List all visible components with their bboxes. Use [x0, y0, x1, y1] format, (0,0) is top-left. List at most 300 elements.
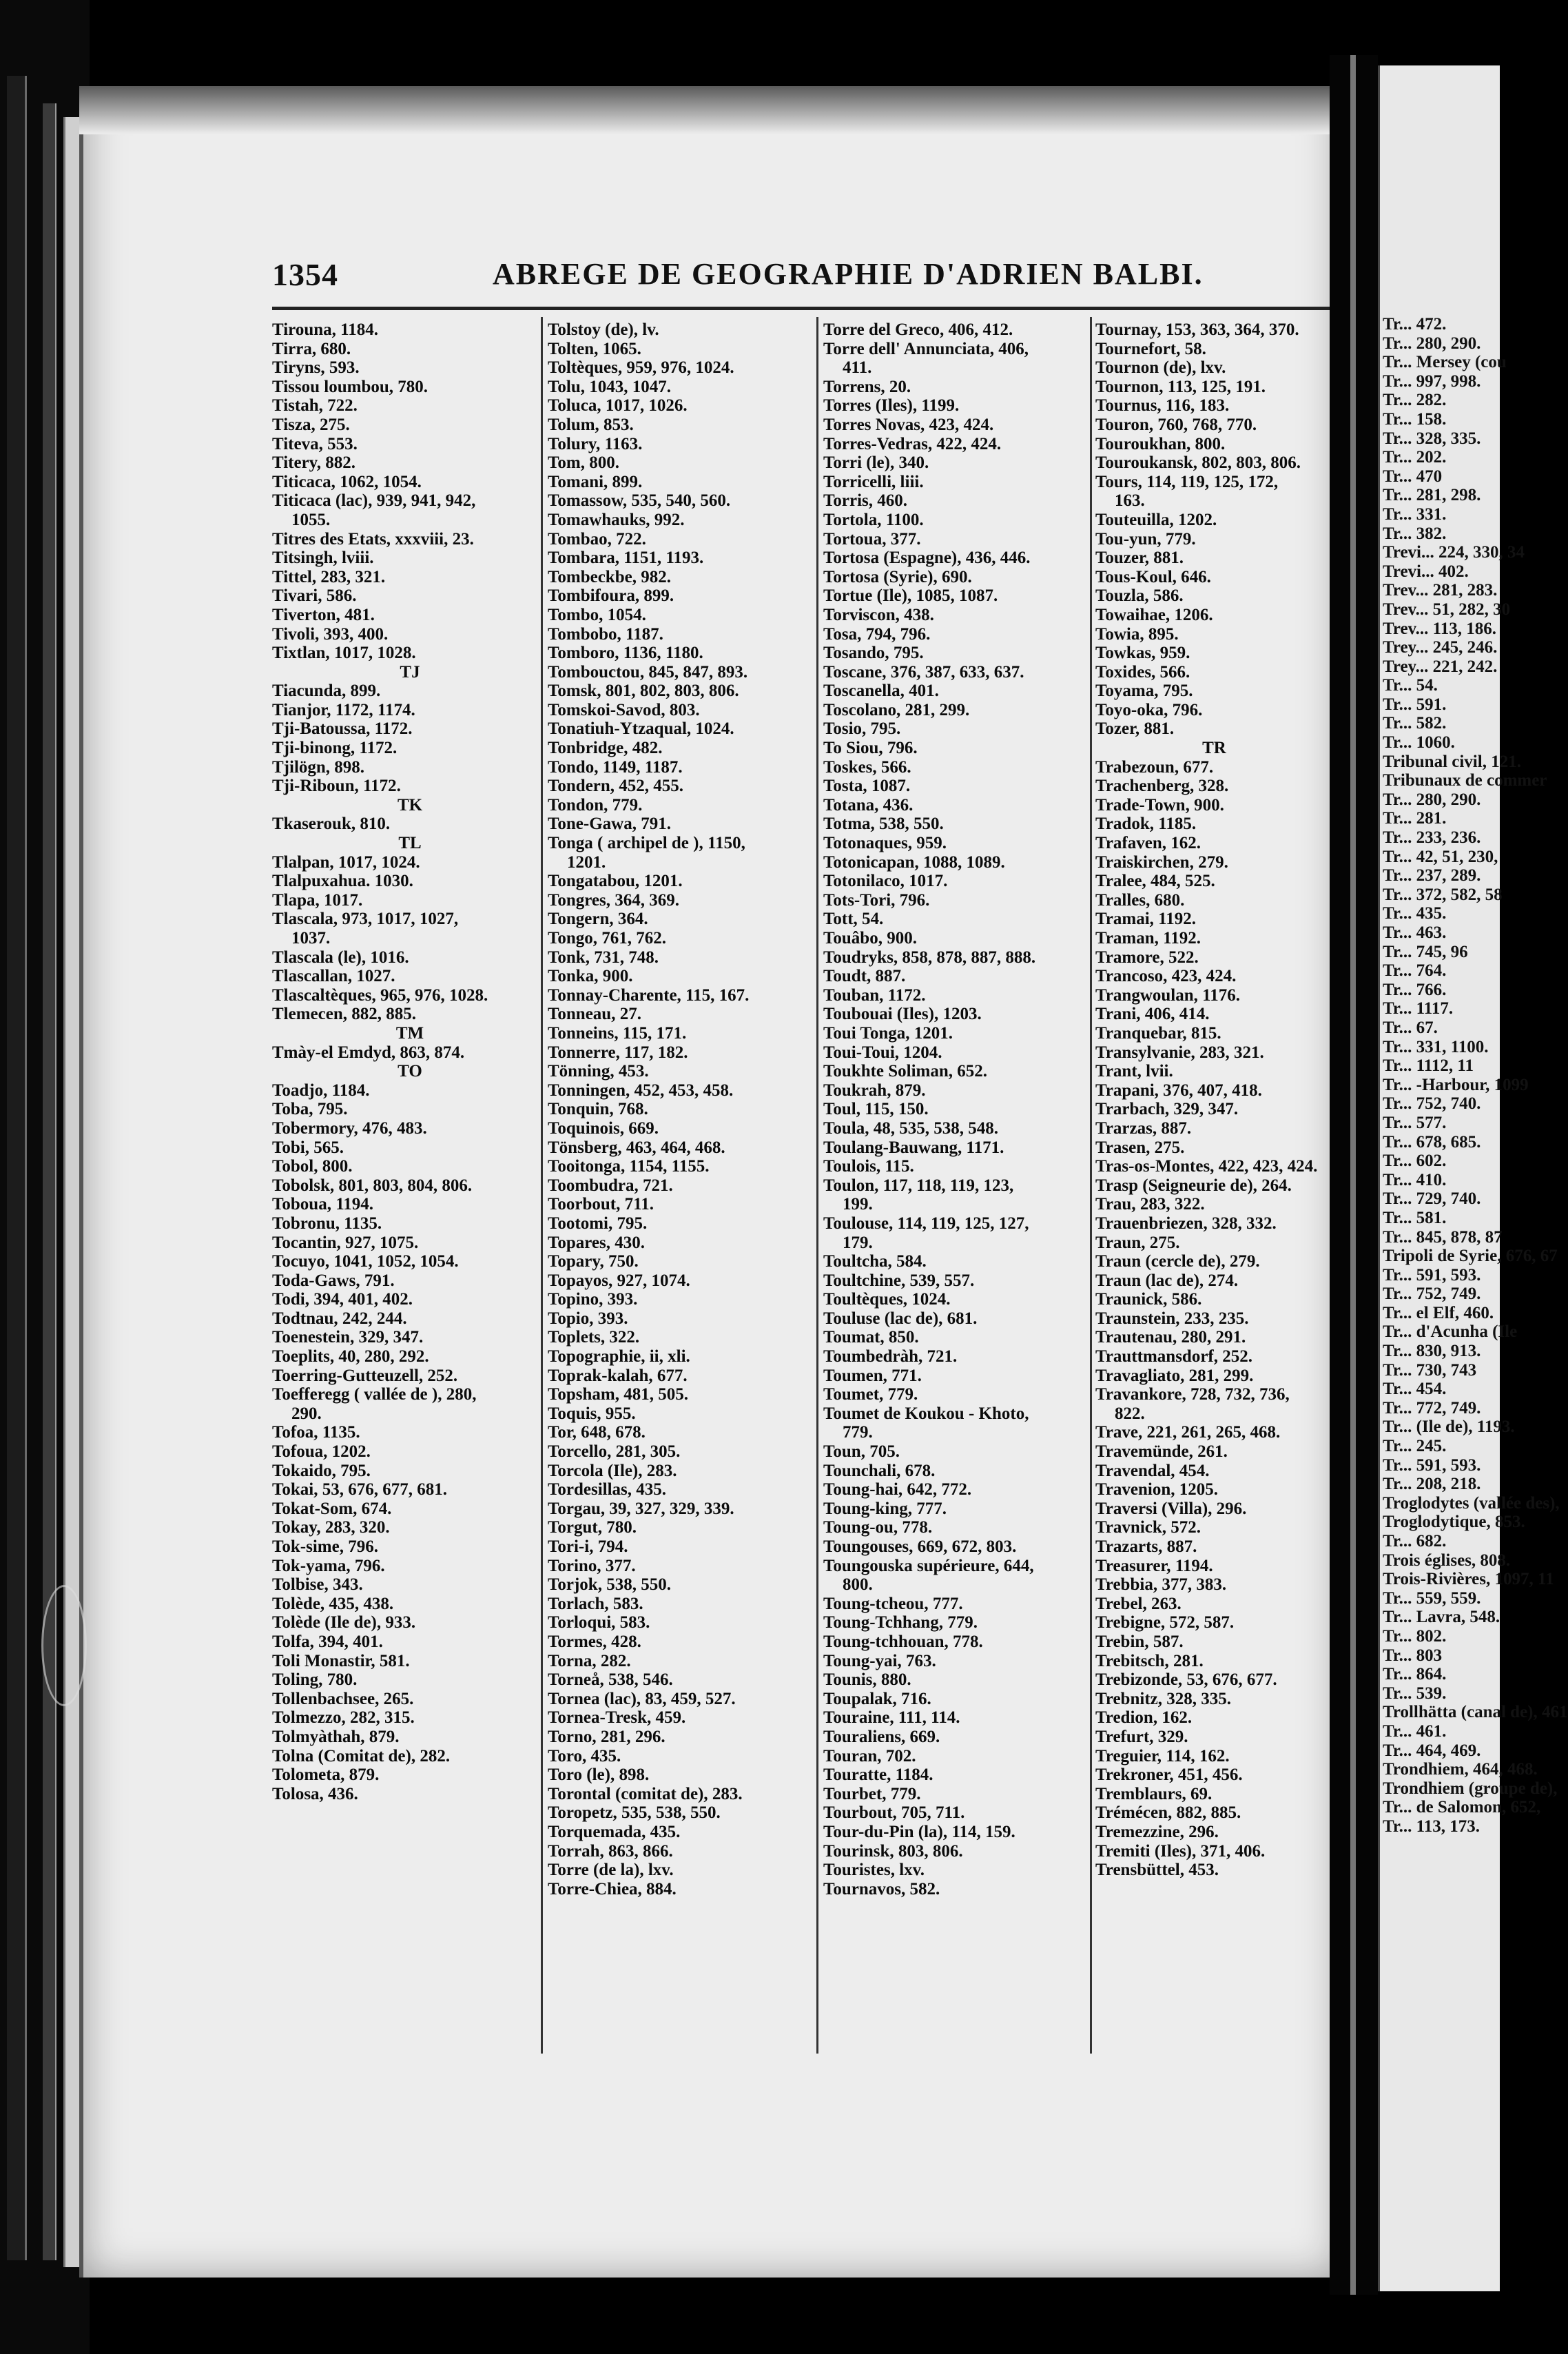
index-entry: Torcola (Ile), 283.: [548, 1461, 677, 1480]
index-entry: Titicaca, 1062, 1054.: [272, 472, 422, 491]
index-entry: Toupalak, 716.: [823, 1689, 931, 1708]
index-entry: Toda-Gaws, 791.: [272, 1271, 395, 1290]
index-entry: Torrens, 20.: [823, 377, 911, 396]
index-entry: Tlascala (le), 1016.: [272, 948, 409, 967]
index-entry: Toung-ou, 778.: [823, 1518, 933, 1537]
paper-smudge: [41, 1585, 87, 1706]
index-entry: Topino, 393.: [548, 1290, 638, 1309]
gutter-fold-line: [1350, 55, 1356, 2295]
index-entry: Traun (cercle de), 279.: [1095, 1252, 1260, 1271]
index-entry: 179.: [843, 1233, 873, 1252]
index-entry: Trapani, 376, 407, 418.: [1095, 1081, 1262, 1100]
index-entry: Tixtlan, 1017, 1028.: [272, 644, 416, 663]
index-entry: Tomboro, 1136, 1180.: [548, 644, 703, 663]
index-entry: Tofoa, 1135.: [272, 1423, 360, 1442]
book-binding-edge: [0, 0, 90, 2354]
index-entry: Treasurer, 1194.: [1095, 1556, 1213, 1575]
index-entry: Titicaca (lac), 939, 941, 942,: [272, 491, 476, 511]
index-entry: Tomskoi-Savod, 803.: [548, 700, 700, 719]
adjacent-page-line: Trey... 221, 242.: [1383, 657, 1498, 676]
index-entry: Topsham, 481, 505.: [548, 1385, 688, 1404]
adjacent-page-line: Tr... Lavra, 548.: [1383, 1608, 1500, 1627]
adjacent-page-line: Tr... 282.: [1383, 391, 1447, 410]
index-entry: Toudryks, 858, 878, 887, 888.: [823, 948, 1036, 967]
index-entry: Tombo, 1054.: [548, 605, 646, 624]
index-entry: Totonilaco, 1017.: [823, 872, 948, 891]
index-entry: Torricelli, liii.: [823, 472, 924, 491]
index-entry: Tokay, 283, 320.: [272, 1518, 390, 1537]
adjacent-page-line: Tr... 67.: [1383, 1018, 1438, 1037]
index-entry: Touteuilla, 1202.: [1095, 510, 1217, 529]
index-entry: Tosta, 1087.: [823, 777, 911, 796]
index-entry: Tiverton, 481.: [272, 605, 375, 624]
index-entry: Trauenbriezen, 328, 332.: [1095, 1214, 1277, 1233]
index-entry: Toui-Toui, 1204.: [823, 1043, 942, 1062]
index-entry: Tomassow, 535, 540, 560.: [548, 491, 731, 511]
adjacent-page-line: Tr... 1117.: [1383, 999, 1454, 1019]
index-entry: Tournay, 153, 363, 364, 370.: [1095, 320, 1299, 339]
index-entry: Trarbach, 329, 347.: [1095, 1100, 1239, 1119]
index-entry: Touluse (lac de), 681.: [823, 1309, 978, 1328]
index-entry: Tott, 54.: [823, 910, 884, 929]
index-entry: Tondon, 779.: [548, 795, 643, 815]
index-entry: Torre (de la), lxv.: [548, 1861, 674, 1880]
index-entry: Tortue (Ile), 1085, 1087.: [823, 586, 998, 606]
index-entry: Tombifoura, 899.: [548, 586, 674, 606]
index-entry: Touzer, 881.: [1095, 549, 1184, 568]
index-entry: Trazarts, 887.: [1095, 1537, 1197, 1556]
index-entry: Tozer, 881.: [1095, 719, 1175, 739]
index-entry: Toubouai (Iles), 1203.: [823, 1005, 982, 1024]
index-entry: Toerring-Gutteuzell, 252.: [272, 1366, 458, 1385]
adjacent-page-line: Tr... 435.: [1383, 904, 1447, 923]
adjacent-page-line: Tr... (Ile de), 1193.: [1383, 1417, 1515, 1437]
index-entry: Toplets, 322.: [548, 1328, 640, 1347]
index-entry: Tramai, 1192.: [1095, 910, 1197, 929]
adjacent-page-line: Tr... 539.: [1383, 1683, 1447, 1703]
page-header: [272, 256, 1330, 298]
section-letter-heading: TK: [397, 795, 423, 815]
index-entry: Totana, 436.: [823, 795, 914, 815]
adjacent-page-line: Tr... 454.: [1383, 1380, 1447, 1399]
index-entry: Torre dell' Annunciata, 406,: [823, 339, 1029, 358]
index-entry: Tlemecen, 882, 885.: [272, 1005, 416, 1024]
index-entry: Toun, 705.: [823, 1442, 900, 1462]
index-entry: Tönsberg, 463, 464, 468.: [548, 1138, 725, 1157]
index-entry: Torris, 460.: [823, 491, 907, 511]
index-entry: Tiryns, 593.: [272, 358, 360, 378]
index-entry: Trant, lvii.: [1095, 1062, 1173, 1081]
index-entry: Torgau, 39, 327, 329, 339.: [548, 1499, 734, 1518]
index-entry: Tonatiuh-Ytzaqual, 1024.: [548, 719, 734, 739]
index-entry: Toultèques, 1024.: [823, 1290, 951, 1309]
index-entry: Tonneau, 27.: [548, 1005, 641, 1024]
index-entry: Tondern, 452, 455.: [548, 777, 684, 796]
index-entry: Traun (lac de), 274.: [1095, 1271, 1239, 1290]
index-entry: 1037.: [291, 929, 331, 948]
adjacent-page-line: Tripoli de Syrie, 676, 67: [1383, 1247, 1558, 1266]
index-entry: Trebitsch, 281.: [1095, 1651, 1204, 1670]
adjacent-page-line: Tr... 280, 290.: [1383, 790, 1481, 809]
adjacent-page-line: Tr... 463.: [1383, 923, 1447, 942]
page-top-shadow: [79, 86, 1337, 134]
index-entry: Tolmyàthah, 879.: [272, 1727, 400, 1746]
index-entry: Traiskirchen, 279.: [1095, 852, 1228, 872]
index-entry: Toumat, 850.: [823, 1328, 919, 1347]
index-entry: Trebel, 263.: [1095, 1594, 1182, 1613]
binding-edge-strip: [43, 103, 56, 2260]
adjacent-page-line: Tr... 678, 685.: [1383, 1132, 1481, 1152]
section-letter-heading: TO: [398, 1062, 422, 1081]
index-entry: Tivari, 586.: [272, 586, 357, 606]
section-letter-heading: TM: [395, 1023, 424, 1043]
index-entry: Toulois, 115.: [823, 1157, 914, 1176]
index-entry: Trave, 221, 261, 265, 468.: [1095, 1423, 1281, 1442]
adjacent-page-line: Trey... 245, 246.: [1383, 638, 1498, 657]
index-entry: Trefurt, 329.: [1095, 1727, 1188, 1746]
adjacent-page-line: Tr... 752, 740.: [1383, 1094, 1481, 1114]
index-entry: Tissou loumbou, 780.: [272, 377, 429, 396]
index-entry: Toropetz, 535, 538, 550.: [548, 1803, 721, 1823]
adjacent-page-line: Tr... 730, 743: [1383, 1360, 1477, 1380]
running-title: ABREGE DE GEOGRAPHIE D'ADRIEN BALBI.: [493, 257, 1204, 291]
index-entry: Tokai, 53, 676, 677, 681.: [272, 1480, 447, 1500]
index-entry: Toumet de Koukou - Khoto,: [823, 1404, 1029, 1423]
index-entry: Tor, 648, 678.: [548, 1423, 646, 1442]
index-entry: Torrah, 863, 866.: [548, 1841, 673, 1861]
index-entry: Travnick, 572.: [1095, 1518, 1201, 1537]
adjacent-page-line: Tr... 331.: [1383, 504, 1447, 524]
adjacent-page-line: Tr... 245.: [1383, 1437, 1447, 1456]
index-entry: Tirra, 680.: [272, 339, 351, 358]
index-entry: Torri (le), 340.: [823, 453, 929, 473]
index-entry: Torres-Vedras, 422, 424.: [823, 434, 1002, 453]
index-entry: Trekroner, 451, 456.: [1095, 1766, 1243, 1785]
index-entry: Traunick, 586.: [1095, 1290, 1202, 1309]
index-entry: Tistah, 722.: [272, 396, 358, 416]
index-entry: Trebnitz, 328, 335.: [1095, 1689, 1231, 1708]
index-entry: Toro (le), 898.: [548, 1766, 650, 1785]
index-entry: Touraine, 111, 114.: [823, 1708, 960, 1728]
index-entry: Toumen, 771.: [823, 1366, 922, 1385]
index-entry: Tootomi, 795.: [548, 1214, 648, 1233]
index-entry: Toprak-kalah, 677.: [548, 1366, 688, 1385]
adjacent-page-line: Tr... 581.: [1383, 1208, 1447, 1227]
index-entry: Tolmezzo, 282, 315.: [272, 1708, 415, 1728]
index-entry: Tlalpuxahua. 1030.: [272, 872, 413, 891]
index-entry: Tournon (de), lxv.: [1095, 358, 1226, 378]
index-entry: Torcello, 281, 305.: [548, 1442, 681, 1462]
adjacent-page-line: Trevi... 402.: [1383, 562, 1469, 581]
index-entry: Tous-Koul, 646.: [1095, 567, 1211, 586]
index-entry: Tremiti (Iles), 371, 406.: [1095, 1841, 1266, 1861]
index-entry: Tolède (Ile de), 933.: [272, 1613, 416, 1633]
index-entry: Tolbise, 343.: [272, 1575, 363, 1595]
index-entry: Traunstein, 233, 235.: [1095, 1309, 1249, 1328]
index-entry: Titery, 882.: [272, 453, 356, 473]
index-entry: Toskes, 566.: [823, 757, 911, 777]
index-entry: Tolna (Comitat de), 282.: [272, 1746, 451, 1766]
index-entry: Trebbia, 377, 383.: [1095, 1575, 1227, 1595]
index-entry: Tredion, 162.: [1095, 1708, 1193, 1728]
index-entry: Tombobo, 1187.: [548, 624, 663, 644]
index-entry: Toung-hai, 642, 772.: [823, 1480, 972, 1500]
index-entry: Tour-du-Pin (la), 114, 159.: [823, 1822, 1015, 1841]
adjacent-page-line: Tr... 472.: [1383, 315, 1447, 334]
index-entry: Topary, 750.: [548, 1252, 639, 1271]
index-entry: Toui Tonga, 1201.: [823, 1023, 953, 1043]
index-entry: Trasen, 275.: [1095, 1138, 1185, 1157]
adjacent-page-lines: [1380, 315, 1568, 1836]
index-column-2: [548, 320, 823, 1898]
index-entry: Tongres, 364, 369.: [548, 890, 680, 910]
adjacent-page-line: Tr... 591, 593.: [1383, 1455, 1481, 1475]
adjacent-page-line: Tr... 845, 878, 87: [1383, 1227, 1503, 1247]
index-entry: Tocantin, 927, 1075.: [272, 1233, 419, 1252]
index-entry: Tonga ( archipel de ), 1150,: [548, 834, 745, 853]
adjacent-page-line: Trevi... 224, 330, 34: [1383, 543, 1525, 562]
index-entry: Tradok, 1185.: [1095, 815, 1197, 834]
index-entry: Tonquin, 768.: [548, 1100, 648, 1119]
adjacent-page-line: Troglodytes (vallée des),: [1383, 1493, 1560, 1513]
index-entry: Tianjor, 1172, 1174.: [272, 700, 415, 719]
binding-edge-strip: [7, 76, 27, 2260]
index-entry: Tonnerre, 117, 182.: [548, 1043, 688, 1062]
index-entry: To Siou, 796.: [823, 739, 918, 758]
index-entry: Topio, 393.: [548, 1309, 628, 1328]
index-entry: Toukrah, 879.: [823, 1081, 926, 1100]
index-entry: Tosa, 794, 796.: [823, 624, 931, 644]
index-entry: Tok-yama, 796.: [272, 1556, 385, 1575]
index-entry: Towaihae, 1206.: [1095, 605, 1213, 624]
index-entry: Towia, 895.: [1095, 624, 1179, 644]
adjacent-page-line: Tr... 54.: [1383, 676, 1438, 695]
adjacent-page-line: Tr... 864.: [1383, 1665, 1447, 1684]
index-entry: Tourbet, 779.: [823, 1784, 921, 1803]
index-entry: Tji-Riboun, 1172.: [272, 777, 401, 796]
index-entry: Toung-yai, 763.: [823, 1651, 936, 1670]
index-entry: Tjilögn, 898.: [272, 757, 365, 777]
index-entry: Torquemada, 435.: [548, 1822, 681, 1841]
adjacent-page-line: Tr... 729, 740.: [1383, 1189, 1481, 1209]
index-entry: Travagliato, 281, 299.: [1095, 1366, 1254, 1385]
index-entry: Torna, 282.: [548, 1651, 631, 1670]
index-entry: Torneå, 538, 546.: [548, 1670, 673, 1690]
index-entry: Toung-tcheou, 777.: [823, 1594, 963, 1613]
index-entry: Tongern, 364.: [548, 910, 648, 929]
index-entry: Touzla, 586.: [1095, 586, 1184, 606]
index-entry: 822.: [1115, 1404, 1145, 1423]
index-entry: Toultchine, 539, 557.: [823, 1271, 975, 1290]
index-entry: 290.: [291, 1404, 322, 1423]
adjacent-page-line: Tr... 113, 173.: [1383, 1816, 1480, 1836]
index-entry: Tlascaltèques, 965, 976, 1028.: [272, 985, 488, 1005]
header-rule: [272, 307, 1330, 310]
index-entry: Toorbout, 711.: [548, 1195, 654, 1214]
index-entry: Tounis, 880.: [823, 1670, 911, 1690]
book-gutter: [1330, 55, 1378, 2295]
index-entry: Tondo, 1149, 1187.: [548, 757, 683, 777]
index-entry: Tournus, 116, 183.: [1095, 396, 1230, 416]
adjacent-page-line: Tr... 1060.: [1383, 733, 1455, 753]
index-entry: Trebin, 587.: [1095, 1632, 1184, 1651]
index-entry: Tomani, 899.: [548, 472, 643, 491]
adjacent-page-line: Trollhätta (canal de), 461: [1383, 1703, 1568, 1722]
adjacent-page-line: Trev... 113, 186.: [1383, 619, 1497, 638]
index-entry: Trade-Town, 900.: [1095, 795, 1224, 815]
index-entry: Toultcha, 584.: [823, 1252, 927, 1271]
index-entry: Tji-binong, 1172.: [272, 739, 398, 758]
index-entry: Tolu, 1043, 1047.: [548, 377, 671, 396]
index-entry: 1201.: [567, 852, 606, 872]
index-entry: Transylvanie, 283, 321.: [1095, 1043, 1264, 1062]
index-entry: Torjok, 538, 550.: [548, 1575, 671, 1595]
index-entry: Tooitonga, 1154, 1155.: [548, 1157, 710, 1176]
index-entry: Tlascallan, 1027.: [272, 967, 395, 986]
adjacent-page-line: Tr... 591, 593.: [1383, 1265, 1481, 1285]
index-entry: Toltèques, 959, 976, 1024.: [548, 358, 734, 378]
index-entry: 1055.: [291, 510, 331, 529]
index-entry: Tofoua, 1202.: [272, 1442, 371, 1462]
index-entry: Tok-sime, 796.: [272, 1537, 378, 1556]
index-entry: 411.: [843, 358, 872, 378]
index-entry: 199.: [843, 1195, 873, 1214]
index-column-3: [823, 320, 1099, 1898]
index-entry: Toba, 795.: [272, 1100, 348, 1119]
index-entry: Titres des Etats, xxxviii, 23.: [272, 529, 474, 549]
index-entry: Torre-Chiea, 884.: [548, 1879, 677, 1898]
index-entry: Touron, 760, 768, 770.: [1095, 415, 1257, 434]
index-entry: Tosando, 795.: [823, 644, 924, 663]
index-entry: Traversi (Villa), 296.: [1095, 1499, 1247, 1518]
index-entry: Tittel, 283, 321.: [272, 567, 386, 586]
index-entry: Toeplits, 40, 280, 292.: [272, 1347, 429, 1367]
index-entry: Touâbo, 900.: [823, 929, 917, 948]
index-entry: Toquis, 955.: [548, 1404, 636, 1423]
index-entry: Tremblaurs, 69.: [1095, 1784, 1213, 1803]
index-entry: Tonka, 900.: [548, 967, 633, 986]
index-entry: Tournefort, 58.: [1095, 339, 1206, 358]
adjacent-page-line: Tr... -Harbour, 1099: [1383, 1075, 1529, 1094]
index-entry: Treguier, 114, 162.: [1095, 1746, 1230, 1766]
index-entry: Travenion, 1205.: [1095, 1480, 1219, 1500]
index-entry: Toombudra, 721.: [548, 1176, 673, 1195]
index-entry: Tonbridge, 482.: [548, 739, 663, 758]
adjacent-page-line: Tr... 752, 749.: [1383, 1285, 1481, 1304]
index-entry: Trautenau, 280, 291.: [1095, 1328, 1246, 1347]
index-entry: Toefferegg ( vallée de ), 280,: [272, 1385, 477, 1404]
adjacent-page-line: Tr... 602.: [1383, 1152, 1447, 1171]
index-entry: Toscolano, 281, 299.: [823, 700, 970, 719]
index-entry: Tobolsk, 801, 803, 804, 806.: [272, 1176, 473, 1195]
adjacent-page-line: Tribunal civil, 121.: [1383, 752, 1521, 771]
index-entry: Tobronu, 1135.: [272, 1214, 382, 1233]
index-entry: Travemünde, 261.: [1095, 1442, 1228, 1462]
index-entry: Tralee, 484, 525.: [1095, 872, 1215, 891]
index-entry: Torloqui, 583.: [548, 1613, 650, 1633]
index-entry: Tomawhauks, 992.: [548, 510, 685, 529]
adjacent-page-line: Tr... 997, 998.: [1383, 371, 1481, 391]
index-entry: Trebizonde, 53, 676, 677.: [1095, 1670, 1277, 1690]
index-entry: Tom, 800.: [548, 453, 619, 473]
index-entry: Tisza, 275.: [272, 415, 350, 434]
index-entry: Torviscon, 438.: [823, 605, 934, 624]
index-entry: Totonicapan, 1088, 1089.: [823, 852, 1005, 872]
adjacent-page-line: Tr... de Salomon, 652,: [1383, 1798, 1541, 1817]
index-entry: Tournon, 113, 125, 191.: [1095, 377, 1266, 396]
index-entry: 800.: [843, 1575, 873, 1595]
adjacent-page-line: Tr... 470: [1383, 467, 1443, 486]
index-entry: Touran, 702.: [823, 1746, 916, 1766]
index-entry: Totonaques, 959.: [823, 834, 947, 853]
adjacent-page-line: Tr... 772, 749.: [1383, 1398, 1481, 1417]
index-entry: Tras-os-Montes, 422, 423, 424.: [1095, 1157, 1318, 1176]
index-column-1: [272, 320, 548, 1803]
index-entry: Torontal (comitat de), 283.: [548, 1784, 743, 1803]
index-entry: Topayos, 927, 1074.: [548, 1271, 690, 1290]
index-entry: Touban, 1172.: [823, 985, 926, 1005]
index-entry: Todtnau, 242, 244.: [272, 1309, 407, 1328]
index-entry: Toulouse, 114, 119, 125, 127,: [823, 1214, 1029, 1233]
adjacent-page-line: Tr... 464, 469.: [1383, 1741, 1481, 1760]
index-entry: Trarzas, 887.: [1095, 1118, 1192, 1138]
index-entry: Toscane, 376, 387, 633, 637.: [823, 662, 1024, 682]
adjacent-page-line: Tr... 233, 236.: [1383, 828, 1481, 848]
index-entry: Toung-Tchhang, 779.: [823, 1613, 978, 1633]
adjacent-page-line: Tr... 1112, 11: [1383, 1056, 1474, 1076]
index-entry: Tolède, 435, 438.: [272, 1594, 394, 1613]
index-entry: Tortosa (Syrie), 690.: [823, 567, 972, 586]
index-entry: Torino, 377.: [548, 1556, 636, 1575]
index-entry: Tkaserouk, 810.: [272, 815, 391, 834]
index-entry: Tonk, 731, 748.: [548, 948, 659, 967]
index-entry: Toli Monastir, 581.: [272, 1651, 410, 1670]
adjacent-page-line: Tr... 802.: [1383, 1626, 1447, 1646]
adjacent-page-line: Tr... 410.: [1383, 1170, 1447, 1189]
adjacent-page-line: Tribunaux de commer: [1383, 771, 1547, 790]
adjacent-page-line: Tr... 577.: [1383, 1113, 1447, 1132]
index-entry: Tobi, 565.: [272, 1138, 344, 1157]
index-entry: Tounchali, 678.: [823, 1461, 936, 1480]
adjacent-page-line: Trondhiem (groupe de),: [1383, 1779, 1558, 1798]
page-stack-edge: [63, 117, 81, 2267]
index-entry: Tornea (lac), 83, 459, 527.: [548, 1689, 736, 1708]
adjacent-page-line: Troglodytique, 853.: [1383, 1513, 1525, 1532]
index-entry: Tolum, 853.: [548, 415, 634, 434]
index-entry: Torgut, 780.: [548, 1518, 637, 1537]
index-entry: Trasp (Seigneurie de), 264.: [1095, 1176, 1292, 1195]
index-entry: Toscanella, 401.: [823, 682, 939, 701]
index-entry: Tombao, 722.: [548, 529, 646, 549]
index-entry: Tolury, 1163.: [548, 434, 643, 453]
index-entry: Trafaven, 162.: [1095, 834, 1201, 853]
index-entry: Tou-yun, 779.: [1095, 529, 1196, 549]
index-entry: Tone-Gawa, 791.: [548, 815, 671, 834]
index-entry: Tortola, 1100.: [823, 510, 924, 529]
index-entry: Tmày-el Emdyd, 863, 874.: [272, 1043, 465, 1062]
adjacent-page-line: Tr... d'Acunha (Ile: [1383, 1322, 1518, 1342]
index-entry: Tombara, 1151, 1193.: [548, 549, 704, 568]
adjacent-page-line: Tr... Mersey (cou: [1383, 353, 1507, 372]
adjacent-page-line: Tr... 382.: [1383, 524, 1447, 543]
index-entry: Toyo-oka, 796.: [1095, 700, 1203, 719]
index-entry: Titeva, 553.: [272, 434, 358, 453]
index-entry: Touristes, lxv.: [823, 1861, 925, 1880]
adjacent-page-line: Tr... 582.: [1383, 714, 1447, 733]
index-entry: Tolstoy (de), lv.: [548, 320, 659, 339]
index-entry: Tomsk, 801, 802, 803, 806.: [548, 682, 739, 701]
index-entry: Tivoli, 393, 400.: [272, 624, 389, 644]
